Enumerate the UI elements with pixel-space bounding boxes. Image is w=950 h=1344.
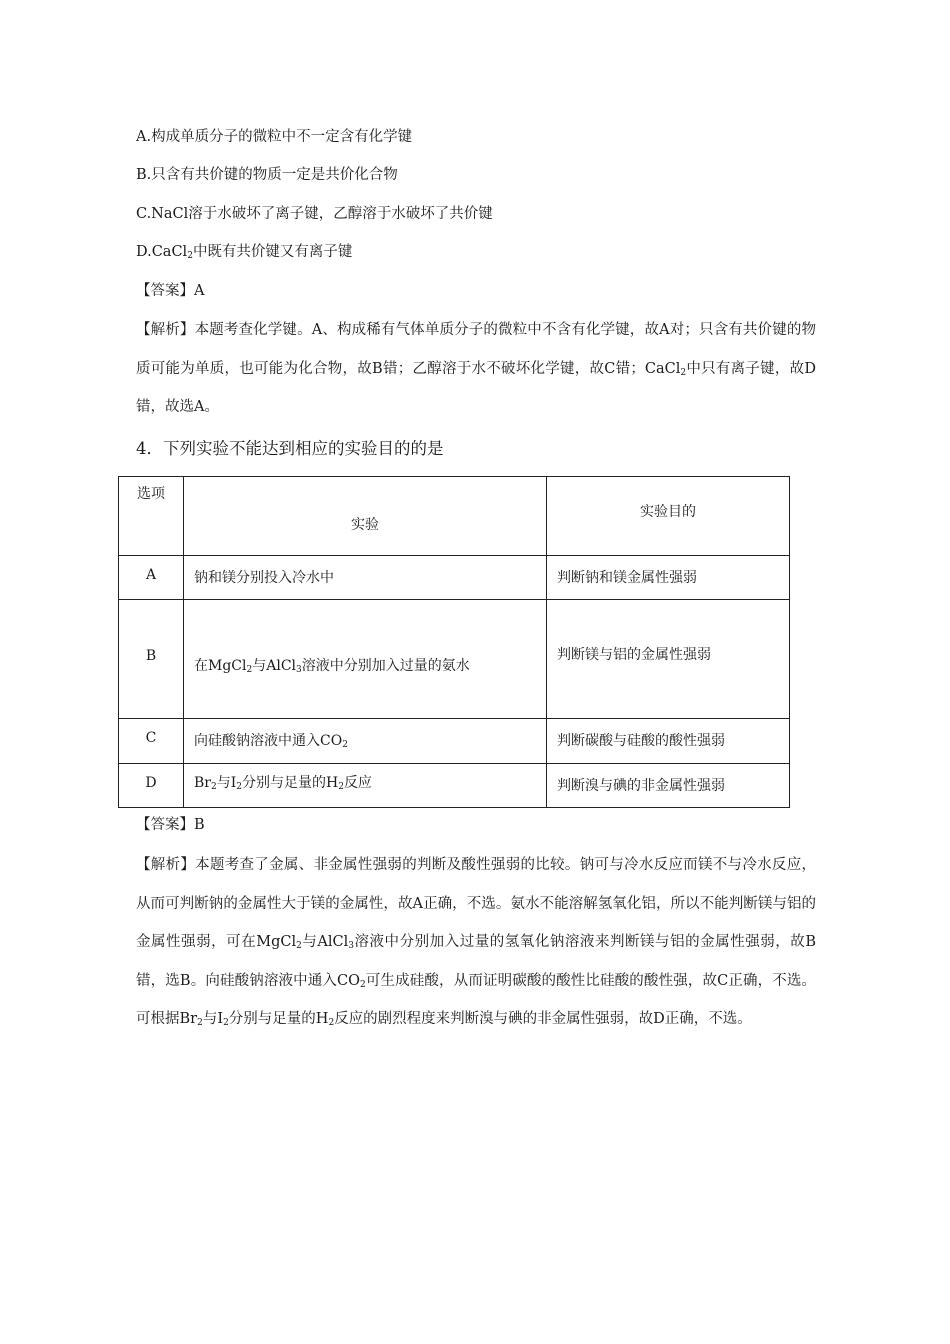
q4-analysis-text: 分别与足量的H	[228, 1011, 329, 1027]
row-option: A	[145, 567, 157, 583]
subscript: 2	[338, 782, 344, 792]
row-option: B	[145, 648, 157, 664]
row-experiment-text: 与AlCl	[252, 658, 297, 674]
subscript: 2	[223, 1018, 229, 1028]
option-d-text: D.CaCl	[136, 244, 188, 260]
option-a: A.构成单质分子的微粒中不一定含有化学键	[136, 129, 413, 145]
row-experiment-text: 与I	[216, 775, 237, 791]
row-experiment-text: 分别与足量的H	[241, 775, 339, 791]
row-experiment	[194, 719, 546, 750]
header-experiment-label: 实验	[351, 517, 379, 533]
table-row	[119, 556, 790, 600]
row-option: D	[145, 775, 157, 791]
subscript: 2	[296, 941, 302, 951]
table-row	[119, 600, 790, 719]
row-experiment-text: 溶液中分别加入过量的氨水	[301, 658, 470, 674]
q4-analysis	[136, 846, 816, 1039]
row-goal: 判断碳酸与硅酸的酸性强弱	[557, 733, 725, 749]
row-experiment-text: 反应	[343, 775, 372, 791]
header-option-label: 选项	[137, 486, 165, 502]
q3-analysis-end: 中只有离子键，故D错，故选A。	[136, 360, 817, 415]
q4-analysis-text: 溶液中分别加入过量的氢氧化钠溶液来判断镁与铝的金属性强弱，故B错，选B。向硅酸钠溶液中通入CO	[136, 934, 816, 989]
header-option	[119, 477, 184, 556]
row-experiment	[194, 600, 546, 675]
subscript: 2	[328, 1018, 335, 1028]
row-experiment	[194, 764, 546, 792]
row-experiment-text: Br	[194, 775, 211, 791]
header-experiment	[184, 477, 547, 556]
q4-analysis-text: 与I	[202, 1011, 224, 1027]
row-goal: 判断钠和镁金属性强弱	[557, 570, 697, 586]
q4-answer: 【答案】B	[136, 817, 205, 833]
row-option: C	[145, 730, 157, 746]
q3-answer: 【答案】A	[136, 283, 205, 299]
q3-analysis-text: 【解析】本题考查化学键。A、构成稀有气体单质分子的微粒中不含有化学键，故A对；只含有共价键的物质可能为单质，也可能为化合物，故B错；乙醇溶于水不破坏化学键，故C错；	[136, 322, 816, 377]
row-goal: 判断溴与碘的非金属性强弱	[557, 778, 725, 794]
subscript: 2	[236, 782, 242, 792]
subscript: 3	[348, 941, 354, 951]
subscript: 2	[360, 979, 366, 990]
subscript: 2	[246, 665, 253, 675]
option-d	[136, 242, 352, 262]
subscript: 2	[342, 740, 348, 750]
experiment-table	[118, 476, 790, 808]
q4-analysis-text: 【解析】本题考查了金属、非金属性强弱的判断及酸性强弱的比较。钠可与冷水反应而镁不与冷水反应，从而可判断钠的金属性大于镁的金属性，故A正确，不选。氨水不能溶解氢氧化铝，所以不能判断镁与铝的金属性强弱，可在MgCl	[136, 857, 816, 950]
q4-analysis-text: 可生成硅酸，从而证明碳酸的酸性比硅酸的酸性强，故C正确，不选。可根据Br	[136, 972, 816, 1027]
q4-title: 4．下列实验不能达到相应的实验目的的是	[136, 439, 444, 458]
row-experiment: 钠和镁分别投入冷水中	[194, 570, 334, 586]
table-header-row	[119, 477, 790, 556]
q4-analysis-text: 与AlCl	[301, 934, 349, 950]
header-goal	[547, 477, 790, 556]
row-experiment-text: 在MgCl	[194, 658, 247, 674]
q3-analysis	[136, 311, 816, 427]
table-row	[119, 719, 790, 764]
row-experiment-text: 向硅酸钠溶液中通入CO	[194, 733, 343, 749]
header-goal-label: 实验目的	[640, 504, 696, 520]
row-goal: 判断镁与铝的金属性强弱	[557, 647, 711, 663]
subscript: 3	[296, 665, 302, 675]
option-c: C.NaCl溶于水破坏了离子键，乙醇溶于水破坏了共价键	[136, 206, 493, 222]
q3-analysis-cacl: CaCl	[644, 360, 681, 377]
option-b: B.只含有共价键的物质一定是共价化合物	[136, 167, 398, 183]
subscript: 2	[210, 782, 217, 792]
subscript: 2	[187, 251, 193, 261]
q4-analysis-text: 反应的剧烈程度来判断溴与碘的非金属性强弱，故D正确，不选。	[334, 1011, 752, 1027]
subscript: 2	[680, 367, 687, 378]
subscript: 2	[197, 1018, 203, 1028]
table-row	[119, 764, 790, 808]
option-d-text-rest: 中既有共价键又有离子键	[192, 244, 353, 260]
